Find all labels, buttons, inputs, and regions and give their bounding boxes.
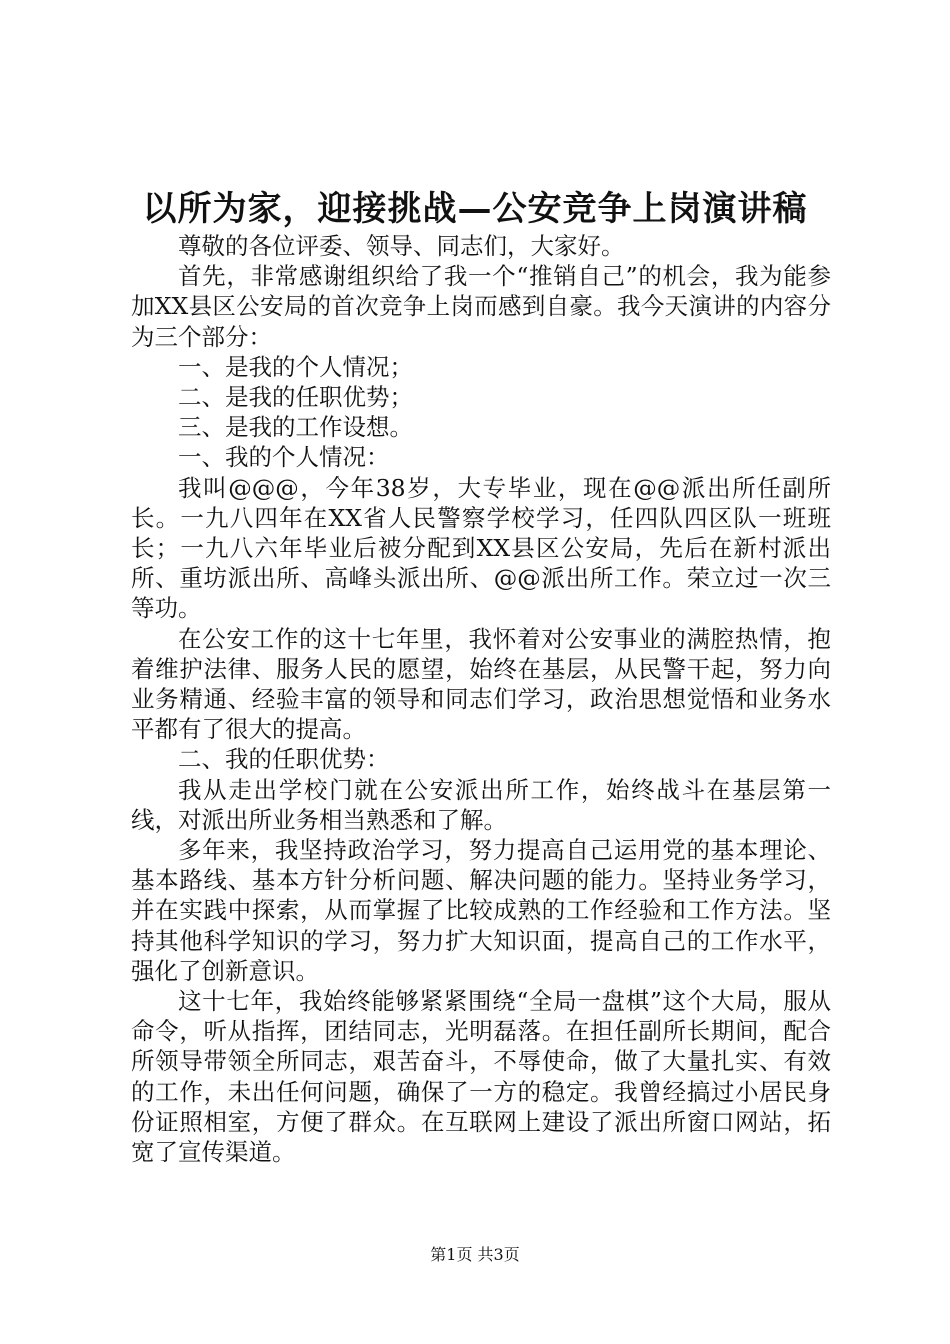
page-footer: 第1页 共3页: [430, 1245, 520, 1264]
paragraph-outline-2: 二、是我的任职优势；: [178, 383, 413, 412]
paragraph-greeting: 尊敬的各位评委、领导、同志们，大家好。: [178, 232, 625, 260]
paragraph-advantage-frontline: 我从走出学校门就在公安派出所工作，始终战斗在基层第一线，对派出所业务相当熟悉和了解。: [131, 775, 831, 834]
paragraph-advantage-teamwork: 这十七年，我始终能够紧紧围绕“全局一盘棋”这个大局，服从命令，听从指挥，团结同志，光明磊落。在担任副所长期间，配合所领导带领全所同志，艰苦奋斗，不辱使命，做了大量扎实、有效的工作，未出任何问题，确保了一方的稳定。我曾经搞过小居民身份证照相室，方便了群众。在互联网上建设了派出所窗口网站，拓宽了宣传渠道。: [131, 987, 831, 1167]
paragraph-advantage-study: 多年来，我坚持政治学习，努力提高自己运用党的基本理论、基本路线、基本方针分析问题、解决问题的能力。坚持业务学习，并在实践中探索，从而掌握了比较成熟的工作经验和工作方法。坚持其他科学知识的学习，努力扩大知识面，提高自己的工作水平，强化了创新意识。: [131, 836, 831, 985]
paragraph-outline-1: 一、是我的个人情况；: [178, 352, 413, 381]
section-heading-advantages: 二、我的任职优势：: [178, 745, 390, 774]
paragraph-personal-info: 我叫@@@，今年38岁，大专毕业，现在@@派出所任副所长。一九八四年在XX省人民警察学校学习，任四队四区队一班班长；一九八六年毕业后被分配到XX县区公安局，先后在新村派出所、重坊派出所、高峰头派出所、@@派出所工作。荣立过一次三等功。: [131, 473, 831, 623]
paragraph-work-experience: 在公安工作的这十七年里，我怀着对公安事业的满腔热情，抱着维护法律、服务人民的愿望，始终在基层，从民警干起，努力向业务精通、经验丰富的领导和同志们学习，政治思想觉悟和业务水平都有了很大的提高。: [131, 624, 831, 744]
paragraph-outline-3: 三、是我的工作设想。: [178, 413, 413, 442]
document-body: [131, 231, 831, 1167]
document-title: 以所为家，迎接挑战—公安竞争上岗演讲稿: [142, 189, 808, 229]
paragraph-intro: 首先，非常感谢组织给了我一个“推销自己”的机会，我为能参加XX县区公安局的首次竞争上岗而感到自豪。我今天演讲的内容分为三个部分：: [131, 262, 831, 351]
section-heading-personal: 一、我的个人情况：: [178, 443, 390, 472]
